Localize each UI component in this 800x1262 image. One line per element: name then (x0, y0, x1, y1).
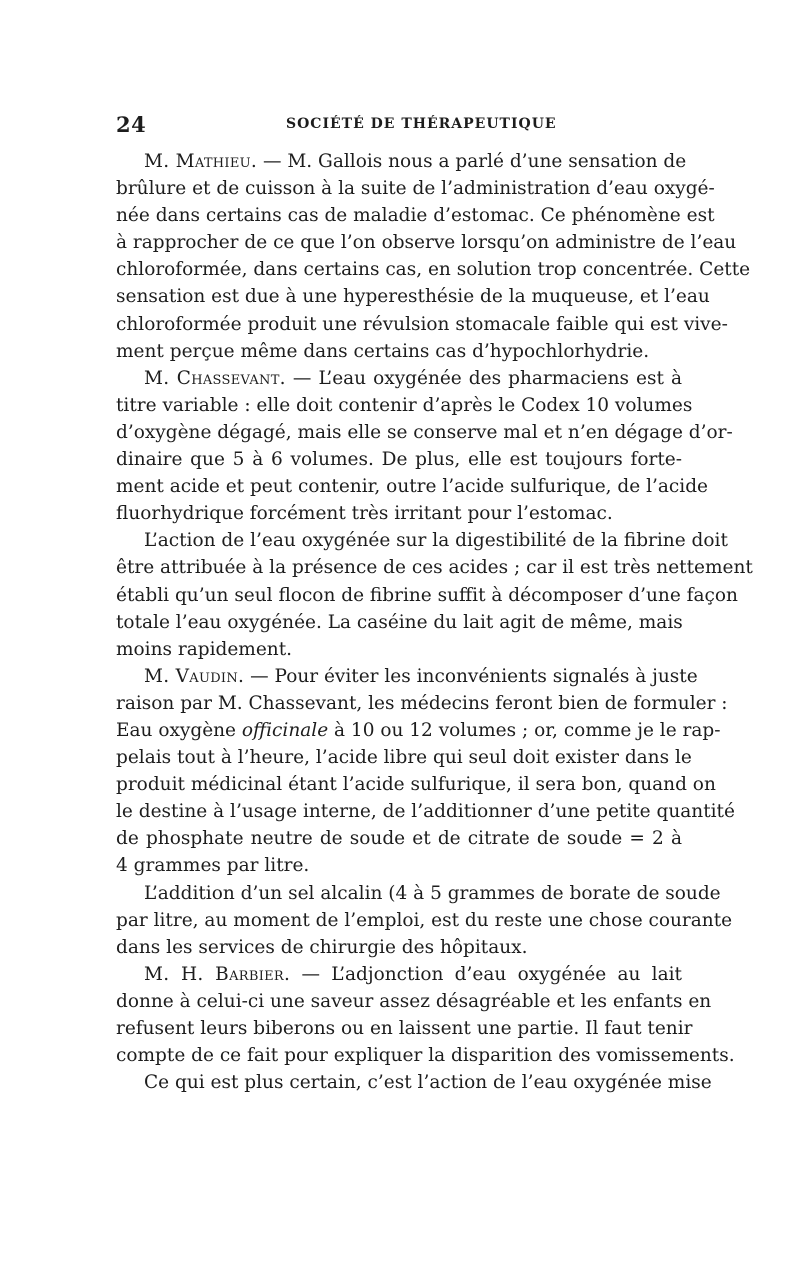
paragraph-final (116, 1069, 712, 1096)
page-number: 24 (116, 112, 147, 137)
speaker-name: M. Mathieu. (144, 151, 258, 172)
speaker-name: M. Vaudin. (144, 665, 245, 687)
paragraph-chassevant (116, 365, 733, 528)
text-line: compte de ce fait pour expliquer la disparition des vomissements. (116, 1045, 735, 1067)
paragraph-mathieu (116, 148, 751, 365)
text-line: M. Mathieu. — M. Gallois nous a parlé d’une sensation de (144, 151, 687, 172)
text-line: moins rapidement. (116, 638, 293, 660)
running-header (116, 112, 682, 136)
text-line: titre variable : elle doit contenir d’après le Codex 10 volumes (116, 394, 693, 416)
text-line: née dans certains cas de maladie d’estomac. Ce phénomène est (116, 205, 715, 227)
paragraph-alcalin (116, 880, 733, 961)
speaker-name: M. Chassevant. (144, 367, 286, 389)
paragraph-barbier (116, 961, 735, 1069)
text-line: ment perçue même dans certains cas d’hypochlorhydrie. (116, 340, 650, 362)
italic-term: officinale (241, 719, 329, 741)
text-line: L’action de l’eau oxygénée sur la digestibilité de la fibrine doit (144, 530, 728, 552)
text-line: refusent leurs biberons ou en laissent une partie. Il faut tenir (116, 1018, 693, 1039)
text-line: d’oxygène dégagé, mais elle se conserve mal et n’en dégage d’or- (116, 421, 733, 443)
text-line: pelais tout à l’heure, l’acide libre qui seul doit exister dans le (116, 747, 692, 769)
text-line: raison par M. Chassevant, les médecins feront bien de formuler : (116, 692, 728, 714)
text-line: L’addition d’un sel alcalin (4 à 5 grammes de borate de soude (144, 882, 721, 904)
text-line: brûlure et de cuisson à la suite de l’administration d’eau oxygé- (116, 178, 715, 200)
text-line: par litre, au moment de l’emploi, est du reste une chose courante (116, 909, 733, 931)
text-line: M. Vaudin. — Pour éviter les inconvénients signalés à juste (144, 665, 698, 687)
text-line: totale l’eau oxygénée. La caséine du lait agit de même, mais (116, 611, 683, 633)
text-line: M. Chassevant. — L’eau oxygénée des pharmaciens est à (144, 367, 682, 389)
text-line: ment acide et peut contenir, outre l’acide sulfurique, de l’acide (116, 476, 708, 498)
text-line: dinaire que 5 à 6 volumes. De plus, elle est toujours forte- (116, 449, 682, 471)
text-line: produit médicinal étant l’acide sulfurique, il sera bon, quand on (116, 774, 716, 796)
text-line: établi qu’un seul flocon de fibrine suffit à décomposer d’une façon (116, 584, 738, 606)
text-line: sensation est due à une hyperesthésie de la muqueuse, et l’eau (116, 286, 710, 308)
body-text (116, 148, 753, 1096)
paragraph-fibrine (116, 527, 753, 662)
text-line: de phosphate neutre de soude et de citrate de soude = 2 à (116, 828, 682, 850)
text-line: être attribuée à la présence de ces acides ; car il est très nettement (116, 557, 753, 579)
text-line: chloroformée produit une révulsion stomacale faible qui est vive- (116, 313, 728, 335)
paragraph-vaudin (116, 663, 735, 880)
text-line: dans les services de chirurgie des hôpitaux. (116, 936, 528, 958)
text-line: le destine à l’usage interne, de l’additionner d’une petite quantité (116, 801, 735, 823)
text-line: à rapprocher de ce que l’on observe lorsqu’on administre de l’eau (116, 232, 737, 254)
text-line: Ce qui est plus certain, c’est l’action de l’eau oxygénée mise (144, 1072, 712, 1094)
text-line: M. H. Barbier. — L’adjonction d’eau oxygénée au lait (144, 963, 682, 985)
text-line: donne à celui-ci une saveur assez désagréable et les enfants en (116, 990, 712, 1012)
text-line: chloroformée, dans certains cas, en solution trop concentrée. Cette (116, 259, 751, 281)
text-line: fluorhydrique forcément très irritant pour l’estomac. (116, 503, 613, 525)
running-title: SOCIÉTÉ DE THÉRAPEUTIQUE (286, 116, 557, 132)
text-line: Eau oxygène officinale à 10 ou 12 volumes ; or, comme je le rap- (116, 719, 721, 741)
speaker-name: M. H. Barbier. (144, 963, 291, 985)
text-line: 4 grammes par litre. (116, 855, 310, 877)
